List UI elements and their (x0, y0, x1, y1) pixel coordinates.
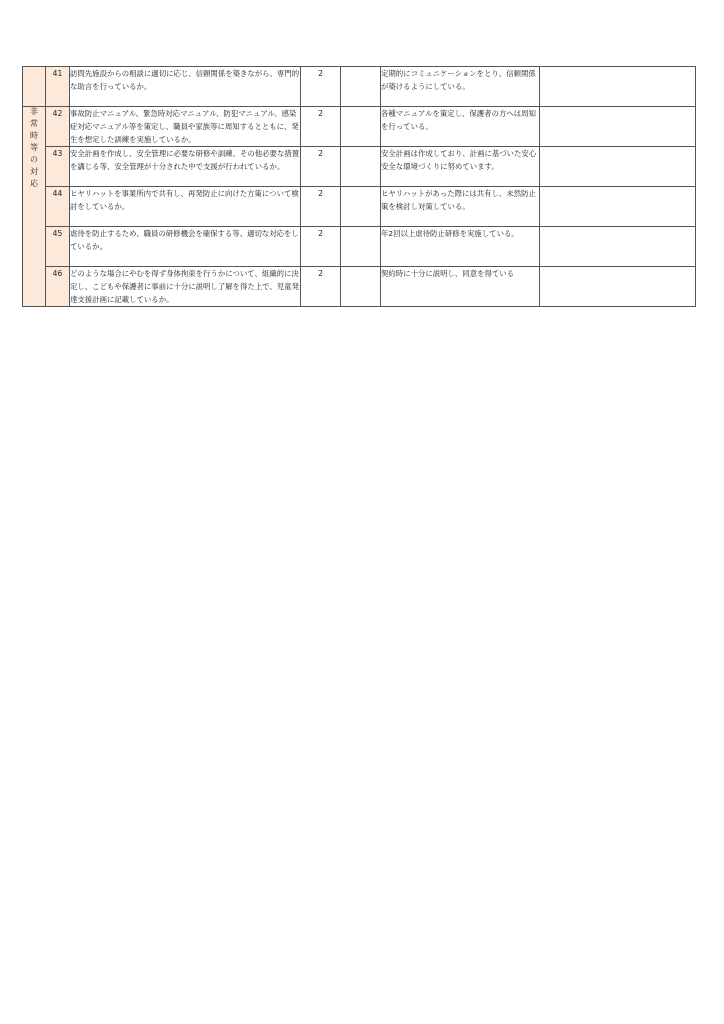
category-label: 非常時等の対応 (29, 107, 39, 191)
category-label-cell (23, 107, 46, 307)
score-value: 2 (301, 67, 341, 107)
item-number: 44 (46, 187, 70, 227)
table-row (23, 107, 696, 147)
empty-cell (540, 227, 696, 267)
question-text: 安全計画を作成し、安全管理に必要な研修や訓練、その他必要な措置を講じる等、安全管理が十分された中で支援が行われているか。 (70, 147, 301, 187)
empty-cell (341, 107, 381, 147)
question-text: 虐待を防止するため、職員の研修機会を確保する等、適切な対応をしているか。 (70, 227, 301, 267)
empty-cell (540, 147, 696, 187)
table-row (23, 147, 696, 187)
category-cell-prev (23, 67, 46, 107)
comment-text: 契約時に十分に説明し、同意を得ている (381, 267, 540, 307)
score-value: 2 (301, 187, 341, 227)
question-text: どのような場合にやむを得ず身体拘束を行うかについて、組織的に決定し、こどもや保護者に事前に十分に説明し了解を得た上で、児童発達支援計画に記載しているか。 (70, 267, 301, 307)
comment-text: 安全計画は作成しており、計画に基づいた安心安全な環境づくりに努めています。 (381, 147, 540, 187)
question-text: ヒヤリハットを事業所内で共有し、再発防止に向けた方策について検討をしているか。 (70, 187, 301, 227)
empty-cell (540, 107, 696, 147)
empty-cell (341, 67, 381, 107)
empty-cell (341, 267, 381, 307)
evaluation-table (22, 66, 696, 307)
empty-cell (341, 187, 381, 227)
score-value: 2 (301, 227, 341, 267)
comment-text: 定期的にコミュニケーションをとり、信頼関係が築けるようにしている。 (381, 67, 540, 107)
score-value: 2 (301, 267, 341, 307)
question-text: 事故防止マニュアル、緊急時対応マニュアル、防犯マニュアル、感染症対応マニュアル等を策定し、職員や家族等に周知するとともに、発生を想定した訓練を実施しているか。 (70, 107, 301, 147)
comment-text: 年2回以上虐待防止研修を実施している。 (381, 227, 540, 267)
table-row (23, 67, 696, 107)
empty-cell (540, 267, 696, 307)
empty-cell (341, 227, 381, 267)
item-number: 42 (46, 107, 70, 147)
score-value: 2 (301, 107, 341, 147)
score-value: 2 (301, 147, 341, 187)
item-number: 46 (46, 267, 70, 307)
empty-cell (540, 187, 696, 227)
item-number: 43 (46, 147, 70, 187)
table-row (23, 187, 696, 227)
item-number: 45 (46, 227, 70, 267)
comment-text: 各種マニュアルを策定し、保護者の方へは周知を行っている。 (381, 107, 540, 147)
empty-cell (341, 147, 381, 187)
table-row (23, 267, 696, 307)
comment-text: ヒヤリハットがあった際には共有し、未然防止策を検討し対策している。 (381, 187, 540, 227)
table-row (23, 227, 696, 267)
question-text: 訪問先施設からの相談に適切に応じ、信頼関係を築きながら、専門的な助言を行っているか。 (70, 67, 301, 107)
empty-cell (540, 67, 696, 107)
item-number: 41 (46, 67, 70, 107)
